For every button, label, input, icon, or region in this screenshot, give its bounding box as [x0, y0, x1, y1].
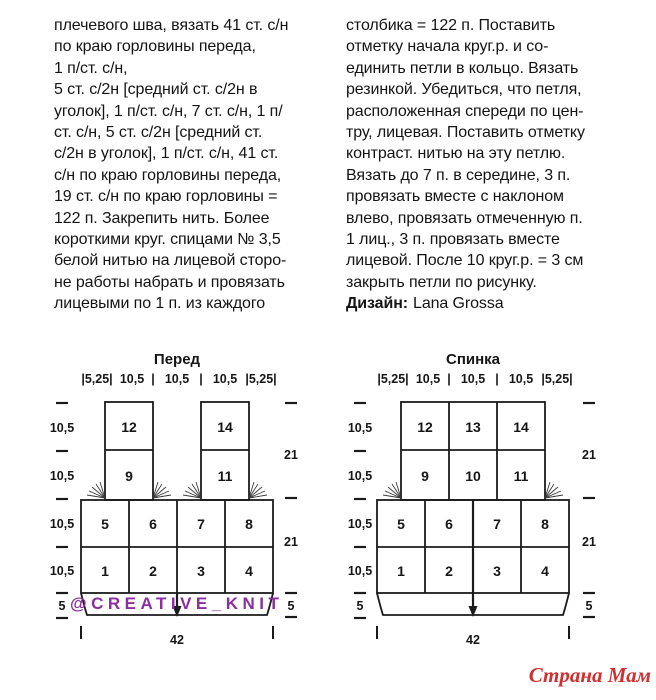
- svg-text:10,5: 10,5: [508, 372, 534, 386]
- svg-text:2: 2: [445, 563, 453, 579]
- svg-text:1: 1: [397, 563, 405, 579]
- back-top-measurements: [377, 372, 572, 386]
- svg-text:10,5: 10,5: [49, 421, 75, 435]
- text-line: 1 лиц., 3 п. провязать вместе: [346, 231, 560, 249]
- text-line: с/н по краю горловины переда,: [54, 166, 282, 184]
- svg-text:7: 7: [197, 516, 205, 532]
- svg-text:10,5: 10,5: [49, 469, 75, 483]
- front-chart-title: Перед: [153, 351, 201, 368]
- text-line: 5 ст. с/2н [средний ст. с/2н в: [54, 81, 258, 99]
- svg-text:10,5: 10,5: [164, 372, 190, 386]
- svg-text:9: 9: [125, 468, 133, 484]
- strana-mam-watermark: Страна Мам: [528, 663, 651, 687]
- svg-text:10: 10: [465, 468, 481, 484]
- svg-text:5: 5: [397, 516, 405, 532]
- svg-text:6: 6: [149, 516, 157, 532]
- svg-text:10,5: 10,5: [347, 517, 373, 531]
- svg-text:9: 9: [421, 468, 429, 484]
- text-line: провязать вместе с наклоном: [346, 188, 564, 206]
- svg-text:3: 3: [197, 563, 205, 579]
- back-upper-cells: [417, 419, 529, 484]
- svg-text:10,5: 10,5: [49, 564, 75, 578]
- svg-text:|: |: [151, 372, 155, 386]
- text-line: резинкой. Убедиться, что петля,: [346, 81, 582, 99]
- svg-text:11: 11: [217, 468, 233, 484]
- text-line: короткими круг. спицами № 3,5: [54, 231, 281, 249]
- text-line: 19 ст. с/н по краю горловины =: [54, 188, 278, 206]
- text-line: плечевого шва, вязать 41 ст. с/н: [54, 17, 289, 34]
- svg-text:|: |: [495, 372, 499, 386]
- svg-text:10,5: 10,5: [212, 372, 238, 386]
- front-bottom-width: [81, 626, 273, 647]
- text-line: 1 п/ст. с/н,: [54, 59, 128, 77]
- svg-text:21: 21: [284, 535, 298, 549]
- svg-text:5: 5: [101, 516, 109, 532]
- svg-text:8: 8: [245, 516, 253, 532]
- back-seam-hatching: [383, 482, 563, 498]
- svg-text:5: 5: [356, 599, 364, 613]
- svg-text:21: 21: [582, 448, 596, 462]
- text-line: контраст. нитью на эту петлю.: [346, 145, 566, 163]
- text-line: тру, лицевая. Поставить отметку: [346, 124, 585, 142]
- svg-text:10,5: 10,5: [460, 372, 486, 386]
- svg-text:14: 14: [513, 419, 529, 435]
- svg-text:42: 42: [466, 633, 480, 647]
- svg-text:|5,25|: |5,25|: [81, 372, 113, 386]
- svg-text:5: 5: [585, 599, 593, 613]
- svg-text:|: |: [199, 372, 203, 386]
- text-line: столбика = 122 п. Поставить: [346, 17, 556, 34]
- svg-text:3: 3: [493, 563, 501, 579]
- svg-text:8: 8: [541, 516, 549, 532]
- creative-knit-watermark: @CREATIVE_KNIT: [70, 594, 284, 613]
- text-line: Вязать до 7 п. в середине, 3 п.: [346, 166, 571, 184]
- svg-text:1: 1: [101, 563, 109, 579]
- svg-text:|5,25|: |5,25|: [541, 372, 573, 386]
- text-line: 122 п. Закрепить нить. Более: [54, 209, 270, 227]
- text-line: белой нитью на лицевой сторо-: [54, 252, 287, 270]
- back-center-arrow: [469, 500, 478, 617]
- svg-text:13: 13: [465, 419, 481, 435]
- front-upper-cells: [121, 419, 233, 484]
- text-line: с/2н в уголок], 1 п/ст. с/н, 41 ст.: [54, 145, 279, 163]
- svg-text:21: 21: [284, 448, 298, 462]
- svg-text:2: 2: [149, 563, 157, 579]
- text-line: лицевой. После 10 круг.р. = 3 см: [346, 252, 584, 270]
- svg-text:10,5: 10,5: [415, 372, 441, 386]
- article-right-column: [346, 15, 648, 315]
- text-line: не работы набрать и провязать: [54, 273, 285, 291]
- svg-text:21: 21: [582, 535, 596, 549]
- svg-text:42: 42: [170, 633, 184, 647]
- svg-text:|: |: [447, 372, 451, 386]
- back-chart-title: Спинка: [445, 351, 501, 368]
- svg-text:14: 14: [217, 419, 233, 435]
- svg-text:|5,25|: |5,25|: [377, 372, 409, 386]
- text-line: расположенная спереди по цен-: [346, 102, 584, 120]
- svg-text:5: 5: [58, 599, 66, 613]
- svg-text:10,5: 10,5: [119, 372, 145, 386]
- text-line: единить петли в кольцо. Вязать: [346, 59, 579, 77]
- front-outline: [81, 402, 273, 615]
- text-line: влево, провязать отмеченную п.: [346, 209, 583, 227]
- svg-text:11: 11: [513, 468, 529, 484]
- back-bottom-width: [377, 626, 569, 647]
- svg-text:4: 4: [541, 563, 549, 579]
- svg-text:12: 12: [121, 419, 137, 435]
- design-credit-label: Дизайн:: [346, 295, 409, 313]
- text-line: ст. с/н, 5 ст. с/2н [средний ст.: [54, 124, 263, 142]
- text-line: по краю горловины переда,: [54, 38, 256, 56]
- back-right-labels: [582, 403, 596, 617]
- article-left-column: [54, 15, 346, 315]
- svg-text:5: 5: [287, 599, 295, 613]
- svg-text:10,5: 10,5: [347, 469, 373, 483]
- text-line: лицевыми по 1 п. из каждого: [54, 295, 266, 313]
- svg-text:7: 7: [493, 516, 501, 532]
- back-chart: [336, 344, 616, 654]
- svg-text:12: 12: [417, 419, 433, 435]
- front-left-labels: [50, 403, 74, 618]
- front-seam-hatching: [87, 482, 267, 498]
- svg-text:|5,25|: |5,25|: [245, 372, 277, 386]
- svg-text:6: 6: [445, 516, 453, 532]
- design-credit: [346, 293, 648, 314]
- front-right-labels: [284, 403, 298, 617]
- svg-text:10,5: 10,5: [347, 421, 373, 435]
- text-line: закрыть петли по рисунку.: [346, 273, 537, 291]
- svg-text:10,5: 10,5: [49, 517, 75, 531]
- svg-text:4: 4: [245, 563, 253, 579]
- design-credit-value: Lana Grossa: [413, 295, 504, 313]
- text-line: уголок], 1 п/ст. с/н, 7 ст. с/н, 1 п/: [54, 102, 283, 120]
- front-top-measurements: [81, 372, 276, 386]
- back-left-labels: [348, 403, 372, 618]
- text-line: отметку начала круг.р. и со-: [346, 38, 549, 56]
- svg-text:10,5: 10,5: [347, 564, 373, 578]
